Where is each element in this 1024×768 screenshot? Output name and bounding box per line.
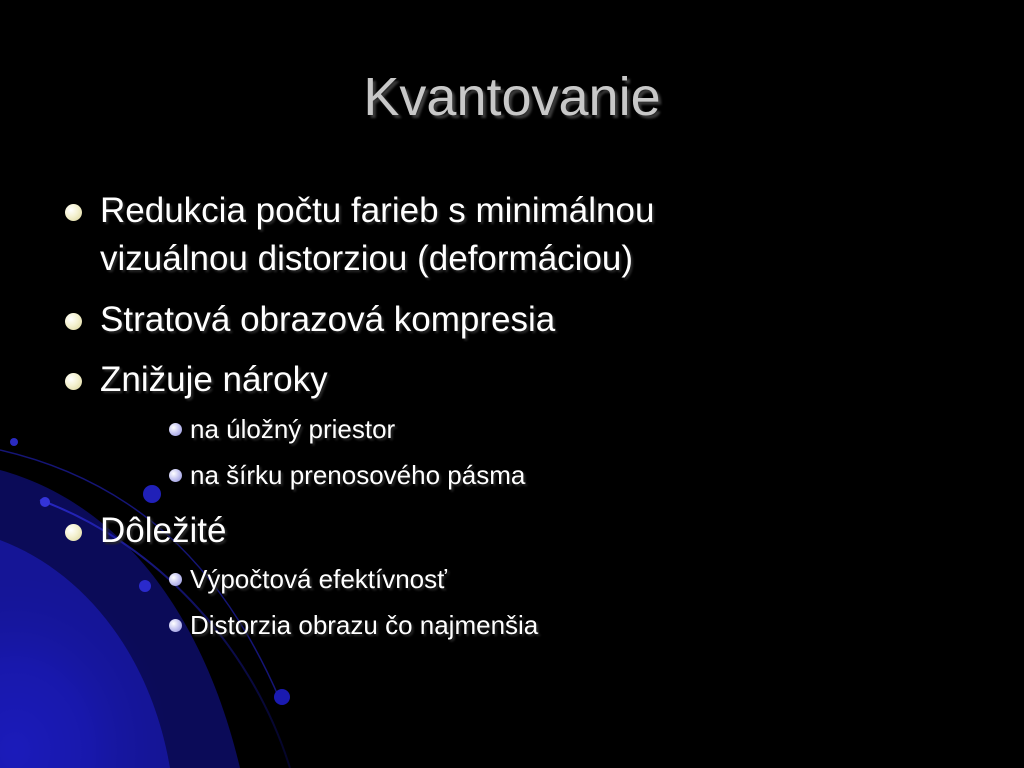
sub-bullet-dot-icon: [169, 469, 182, 482]
bullet-item-2: Stratová obrazová kompresia: [100, 300, 556, 339]
bullet-dot-icon: [65, 373, 82, 390]
sub-bullet-dot-icon: [169, 573, 182, 586]
sub-item-4-2: Distorzia obrazu čo najmenšia: [190, 610, 539, 640]
sub-bullet-dot-icon: [169, 423, 182, 436]
sub-item-3-2: na šírku prenosového pásma: [190, 460, 526, 490]
bullet-dot-icon: [65, 524, 82, 541]
bullet-dot-icon: [65, 313, 82, 330]
bullet-dot-icon: [65, 204, 82, 221]
sub-item-4-1: Výpočtová efektívnosť: [190, 564, 447, 594]
slide-title: Kvantovanie: [363, 67, 661, 127]
sub-bullet-dot-icon: [169, 619, 182, 632]
bullet-item-1-line-2: vizuálnou distorziou (deformáciou): [100, 239, 634, 278]
bullet-item-4: Dôležité: [100, 511, 227, 550]
sub-item-3-1: na úložný priestor: [190, 414, 396, 444]
bullet-item-3: Znižuje nároky: [100, 360, 328, 399]
bullet-item-1-line-1: Redukcia počtu farieb s minimálnou: [100, 191, 655, 230]
